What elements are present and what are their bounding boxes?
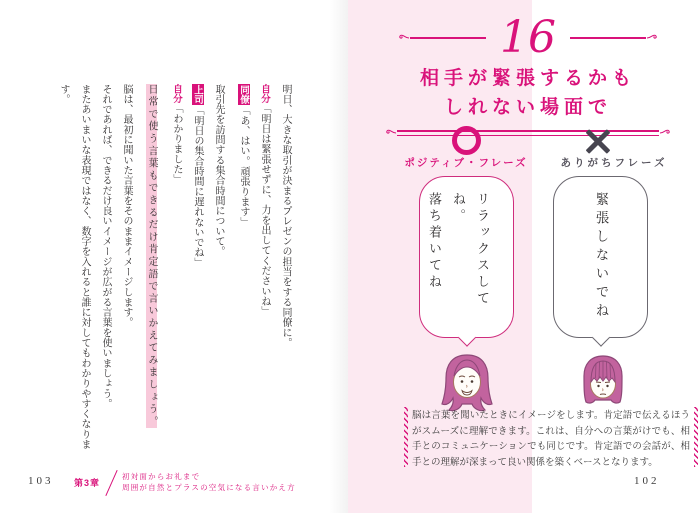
- chapter-subtitle: [122, 471, 296, 493]
- highlight-sentence: [141, 84, 162, 452]
- paragraph: 取引先を訪問する集合時間について。: [213, 84, 224, 257]
- paragraph-dialog: [166, 84, 187, 452]
- chapter-subtitle-line2: 周囲が自然とプラスの空気になる言いかえ方: [122, 483, 296, 492]
- ornament-rule-right: [570, 33, 658, 43]
- highlighted-text: 日常で使う言葉もできるだけ肯定語で言いかえてみましょう。: [146, 84, 157, 429]
- woman-bob-hair-face-icon: [574, 352, 632, 414]
- paragraph-dialog: [254, 84, 275, 452]
- page-gutter: [329, 0, 348, 513]
- page-number-left: 103: [28, 475, 54, 487]
- paragraph-dialog: [187, 84, 208, 452]
- swirl-icon: [398, 33, 410, 43]
- paragraph: 脳は、最初に聞いた言葉をそのままイメージします。: [121, 84, 132, 328]
- section-header: [378, 12, 678, 138]
- vertical-text-block: [53, 84, 296, 452]
- paragraph: またあいまいな表現ではなく、数字を入れると誰に対してもわかりやすくなります。: [58, 84, 90, 450]
- speaker-label: 自分: [259, 84, 270, 104]
- section-title: [378, 64, 678, 122]
- swirl-icon: [385, 128, 397, 138]
- left-page: [0, 0, 348, 513]
- speech-bubble-positive: [419, 176, 514, 338]
- swirl-icon: [659, 128, 671, 138]
- note-zigzag-border-left: [404, 407, 408, 467]
- dialog-text: 「明日の集合時間に遅れないでね」: [192, 105, 203, 268]
- paragraph: それであれば、できるだけ良いイメージが広がる言葉を使いましょう。: [100, 84, 111, 409]
- speaker-label: 上司: [192, 85, 203, 105]
- speaker-label: 自分: [171, 84, 182, 104]
- dialog-text: 「あ、はい。頑張ります」: [238, 105, 249, 228]
- speech-bubble-common: [553, 176, 648, 338]
- footer-chapter: [74, 469, 296, 495]
- dialog-text: 「明日は緊張せずに、力を出してくださいね」: [259, 103, 270, 317]
- section-number-row: [378, 12, 678, 64]
- dialog-text: 「わかりました」: [171, 103, 182, 185]
- section-title-line1: 相手が緊張するかも: [419, 68, 636, 89]
- positive-phrase-label: ポジティブ・フレーズ: [404, 157, 528, 169]
- note-text: 脳は言葉を聞いたときにイメージをします。肯定語で伝えるほうがスムーズに理解できます。これは、自分への言葉がけでも、相手とのコミュニケーションでも同じです。肯定語での会話が、相手との理解が深まって良い関係を築くベースとなります。: [412, 410, 690, 468]
- cross-mark-icon: [584, 127, 612, 155]
- right-page: [348, 0, 700, 513]
- circle-mark-icon: [452, 126, 481, 155]
- section-title-line2: しれない場面で: [443, 97, 612, 118]
- speaker-label: 同僚: [238, 85, 249, 105]
- paragraph: 明日、大きな取引が決まるプレゼンの担当をする同僚に。: [280, 84, 291, 348]
- paragraph-dialog: [233, 84, 254, 452]
- chapter-subtitle-line1: 初対面からお礼まで: [122, 472, 201, 481]
- bubble-line: リラックスしてね。: [451, 192, 490, 308]
- bubble-text: [422, 192, 494, 337]
- bubble-line: 緊張しないでね: [593, 192, 609, 322]
- page-number-right: 102: [634, 475, 660, 487]
- swirl-icon: [646, 33, 658, 43]
- common-phrase-label: ありがちフレーズ: [560, 157, 668, 169]
- note-zigzag-border-right: [694, 407, 698, 467]
- bubble-line: 落ち着いてね: [427, 192, 442, 291]
- ornament-rule-left: [398, 33, 486, 43]
- woman-long-hair-face-icon: [438, 352, 496, 414]
- section-number: 16: [500, 12, 556, 63]
- bubble-text: [589, 192, 613, 322]
- double-rule: [387, 130, 669, 138]
- chapter-label: 第3章: [74, 477, 101, 488]
- slash-divider: [103, 469, 119, 495]
